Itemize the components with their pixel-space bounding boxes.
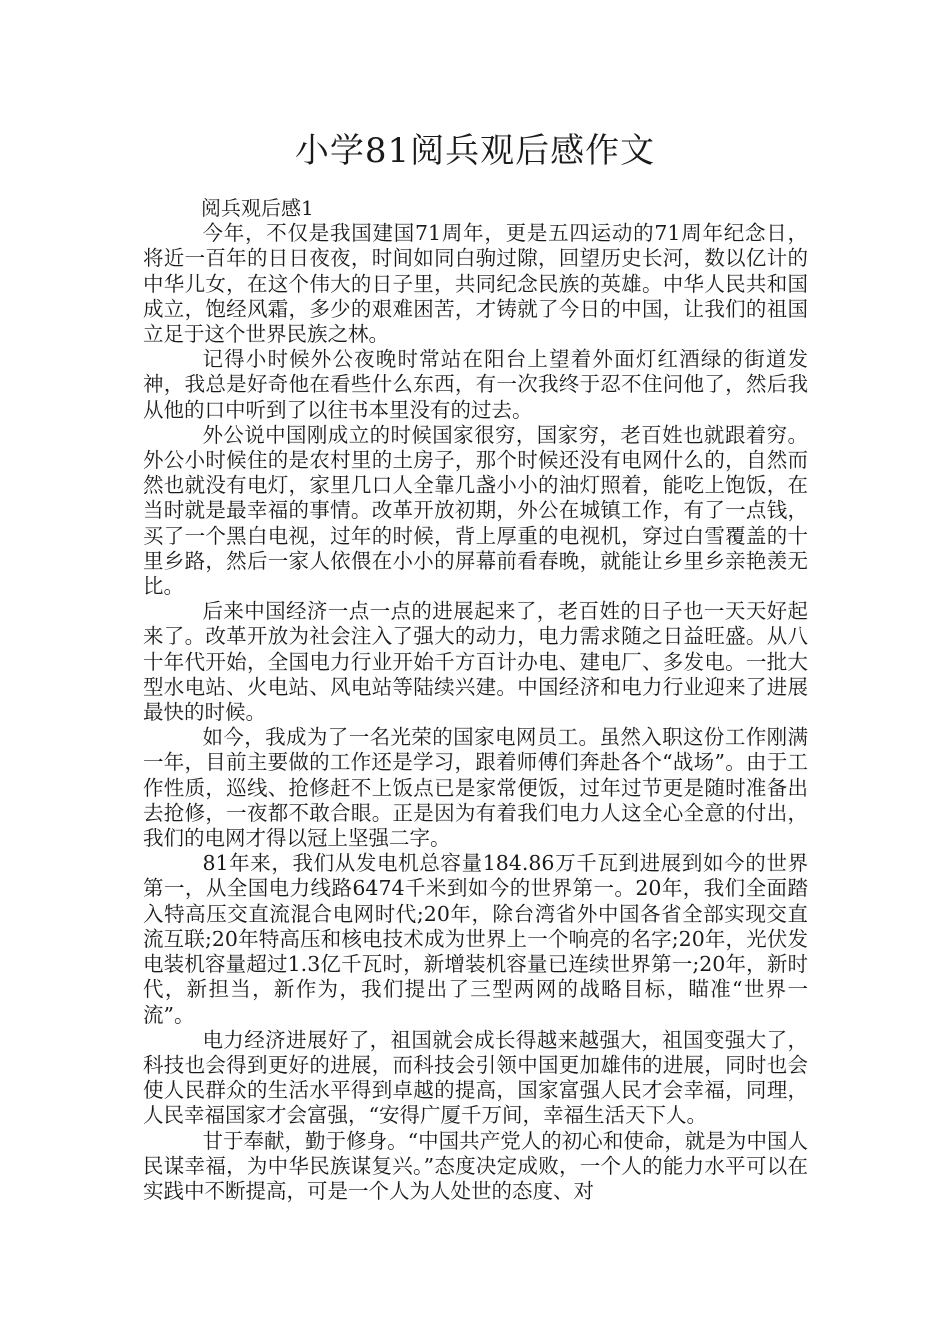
section-heading: 阅兵观后感1 xyxy=(201,196,314,220)
paragraph: 甘于奉献，勤于修身。“中国共产党人的初心和使命，就是为中国人民谋幸福，为中华民族谋复兴。”态度决定成败，一个人的能力水平可以在实践中不断提高，可是一个人为人处世的态度、对 xyxy=(143,1128,808,1203)
paragraph: 81年来，我们从发电机总容量184.86万千瓦到进展到如今的世界第一，从全国电力线路6474千米到如今的世界第一。20年，我们全面踏入特高压交直流混合电网时代;20年，除台湾省外中国各省全部实现交直流互联;20年特高压和核电技术成为世界上一个响亮的名字;20年，光伏发电装机容量超过1.3亿千瓦时，新增装机容量已连续世界第一;20年，新时代，新担当，新作为，我们提出了三型两网的战略目标，瞄准“世界一流”。 xyxy=(143,851,808,1027)
paragraph: 记得小时候外公夜晚时常站在阳台上望着外面灯红酒绿的街道发神，我总是好奇他在看些什么东西，有一次我终于忍不住问他了，然后我从他的口中听到了以往书本里没有的过去。 xyxy=(143,347,808,422)
document-body xyxy=(143,196,808,1204)
paragraph: 电力经济进展好了，祖国就会成长得越来越强大，祖国变强大了，科技也会得到更好的进展，而科技会引领中国更加雄伟的进展，同时也会使人民群众的生活水平得到卓越的提高，国家富强人民才会幸福，同理，人民幸福国家才会富强，“安得广厦千万间，幸福生活天下人。 xyxy=(143,1027,808,1128)
document-title: 小学81阅兵观后感作文 xyxy=(294,131,656,171)
paragraph: 如今，我成为了一名光荣的国家电网员工。虽然入职这份工作刚满一年，目前主要做的工作还是学习，跟着师傅们奔赴各个“战场”。由于工作性质，巡线、抢修赶不上饭点已是家常便饭，过年过节更是随时准备出去抢修，一夜都不敢合眼。正是因为有着我们电力人这全心全意的付出，我们的电网才得以冠上坚强二字。 xyxy=(143,725,808,851)
paragraph: 外公说中国刚成立的时候国家很穷，国家穷，老百姓也就跟着穷。外公小时候住的是农村里的土房子，那个时候还没有电网什么的，自然而然也就没有电灯，家里几口人全靠几盏小小的油灯照着，能吃上饱饭，在当时就是最幸福的事情。改革开放初期，外公在城镇工作，有了一点钱，买了一个黑白电视，过年的时候，背上厚重的电视机，穿过白雪覆盖的十里乡路，然后一家人依偎在小小的屏幕前看春晚，就能让乡里乡亲艳羡无比。 xyxy=(143,422,808,599)
paragraph: 后来中国经济一点一点的进展起来了，老百姓的日子也一天天好起来了。改革开放为社会注入了强大的动力，电力需求随之日益旺盛。从八十年代开始，全国电力行业开始千方百计办电、建电厂、多发电。一批大型水电站、火电站、风电站等陆续兴建。中国经济和电力行业迎来了进展最快的时候。 xyxy=(143,599,808,725)
paragraph: 今年，不仅是我国建国71周年，更是五四运动的71周年纪念日，将近一百年的日日夜夜，时间如同白驹过隙，回望历史长河，数以亿计的中华儿女，在这个伟大的日子里，共同纪念民族的英雄。中华人民共和国成立，饱经风霜，多少的艰难困苦，才铸就了今日的中国，让我们的祖国立足于这个世界民族之林。 xyxy=(143,221,808,347)
